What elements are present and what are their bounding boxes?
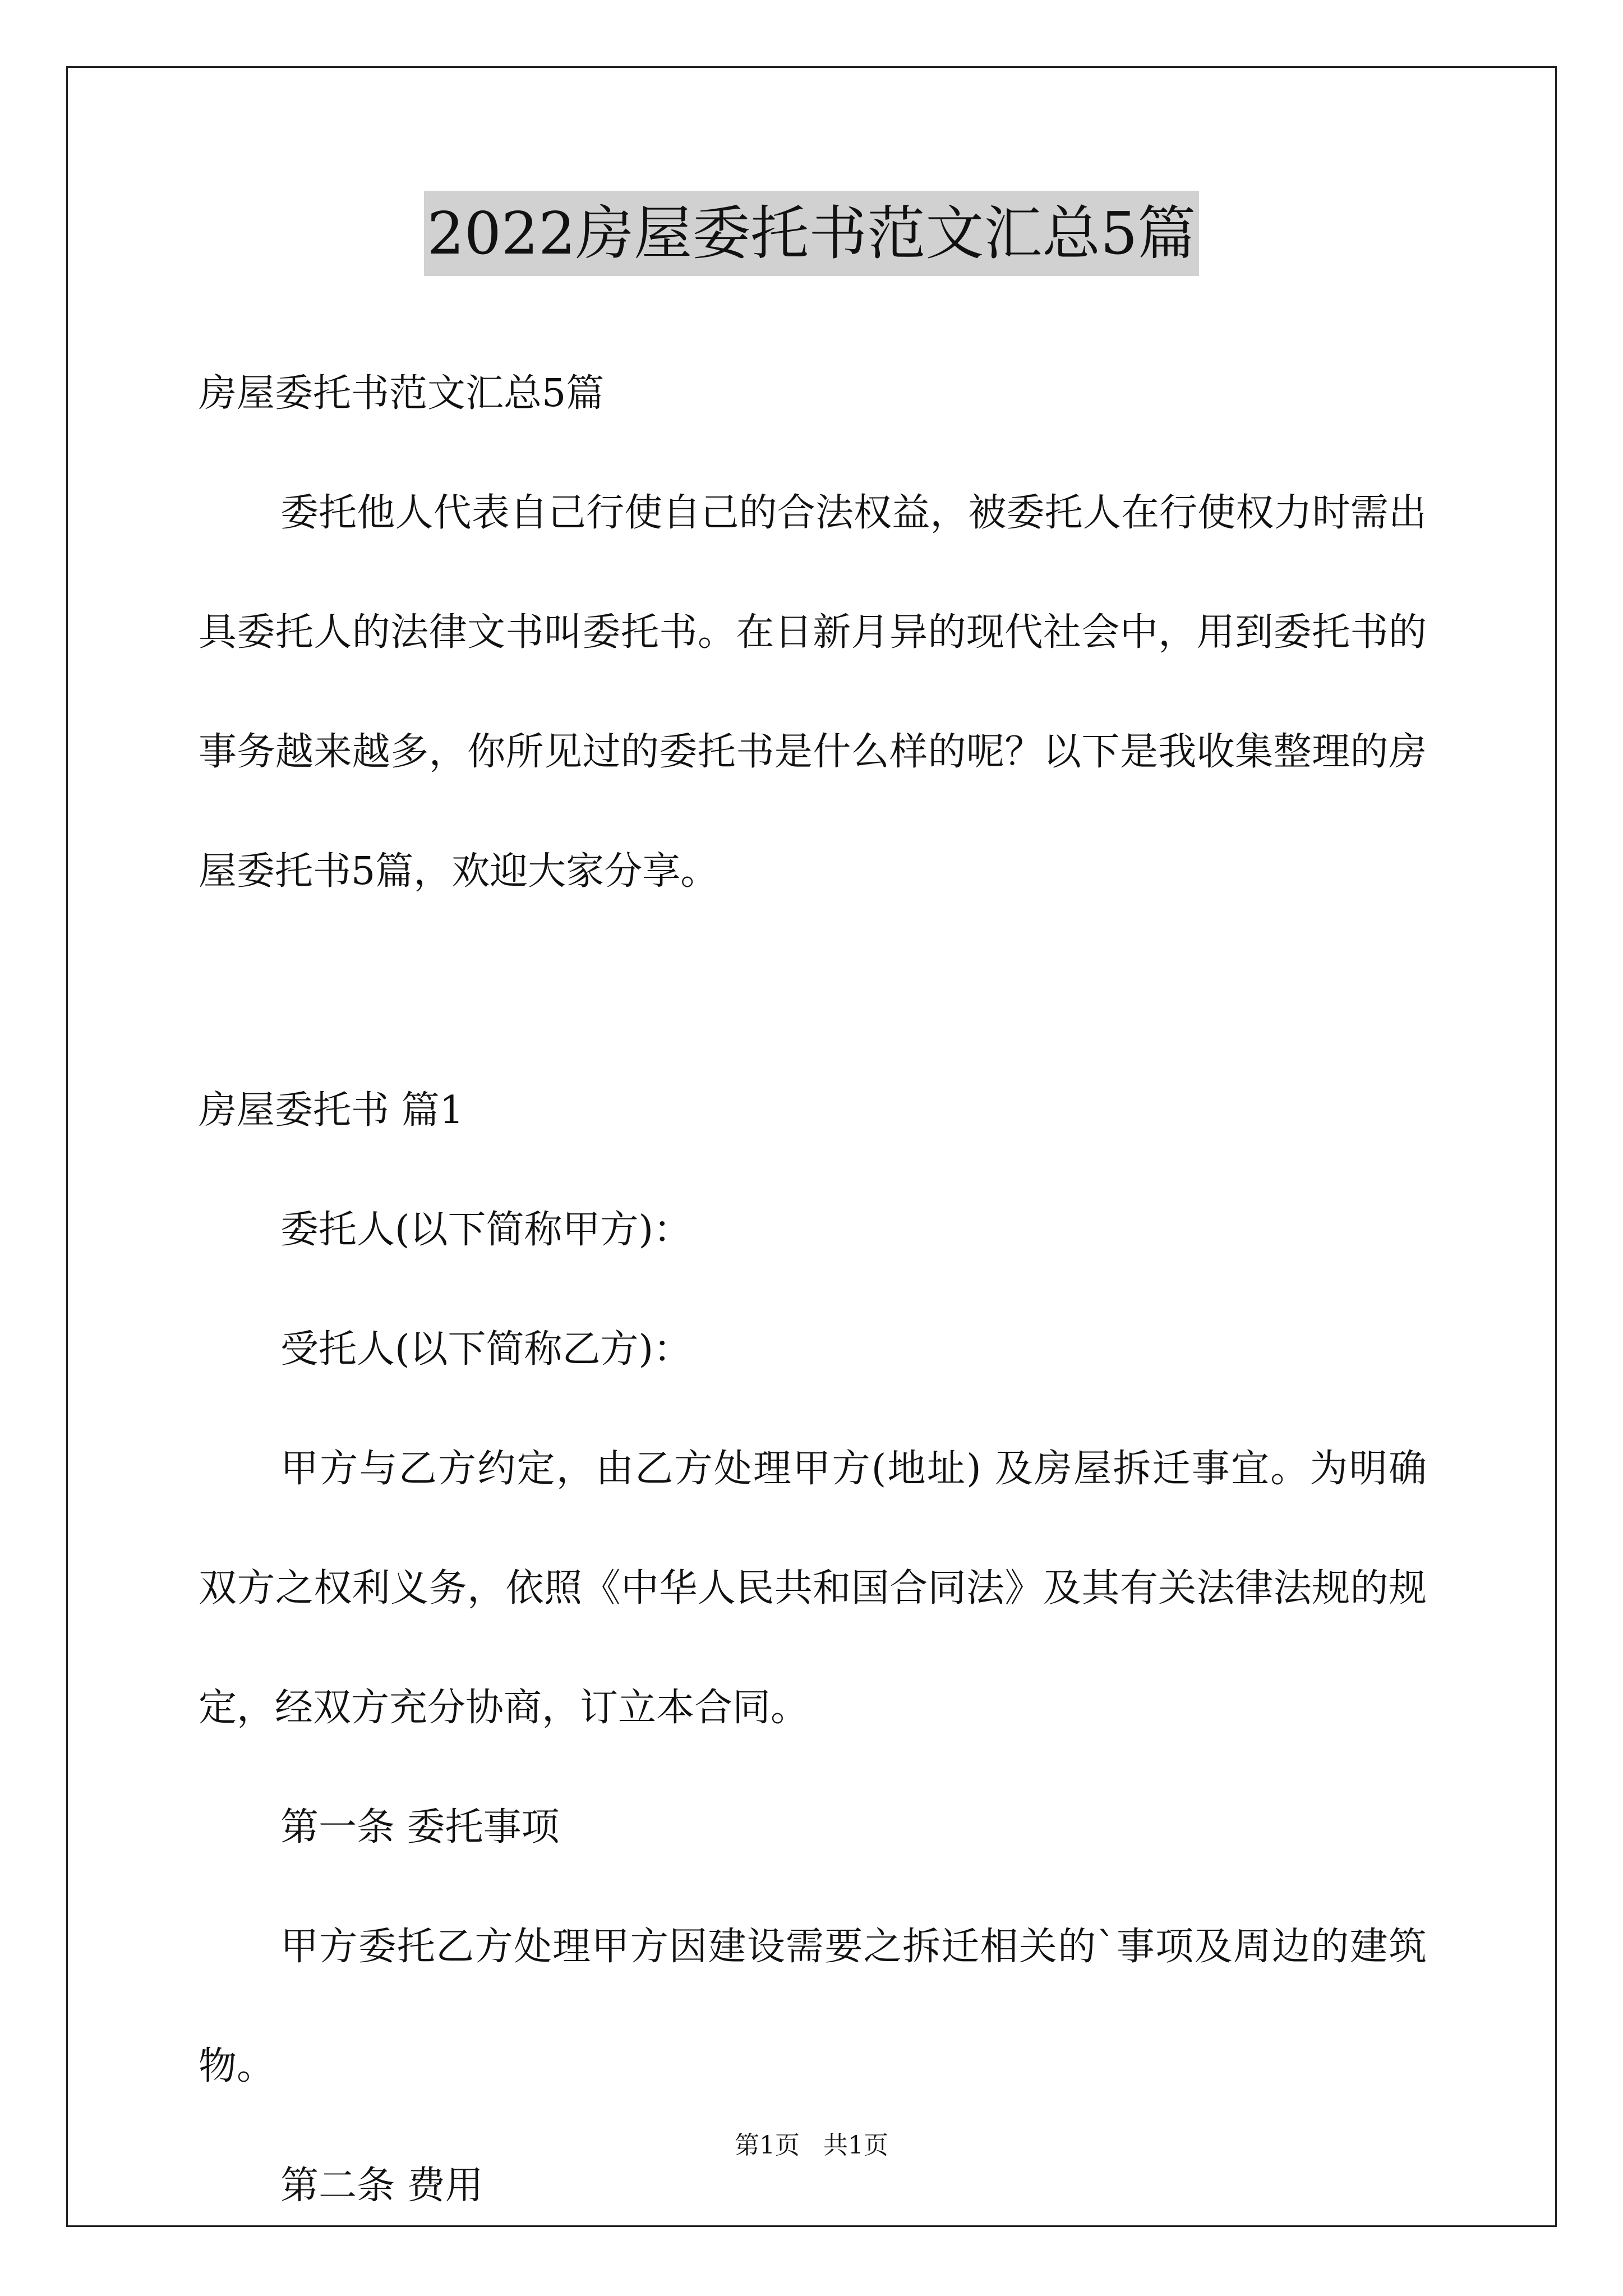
article-one-heading: 第一条 委托事项	[280, 1805, 560, 1849]
page-footer: 第1页 共1页	[735, 2131, 888, 2160]
agreement-paragraph: 甲方与乙方约定，由乙方处理甲方(地址) 及房屋拆迁事宜。为明确双方之权利义务，依照《中华人民共和国合同法》及其有关法律法规的规定，经双方充分协商，订立本合同。	[199, 1447, 1427, 1730]
article-one-text: 甲方委托乙方处理甲方因建设需要之拆迁相关的`事项及周边的建筑物。	[199, 1925, 1427, 2088]
principal-line: 委托人(以下简称甲方)：	[280, 1208, 692, 1252]
document-body	[199, 334, 1427, 2246]
section-spacer	[199, 931, 1427, 1051]
title-container	[0, 191, 1623, 276]
section-heading: 房屋委托书 篇1	[199, 1088, 464, 1133]
agent-line: 受托人(以下简称乙方)：	[280, 1327, 692, 1372]
document-subtitle: 房屋委托书范文汇总5篇	[199, 371, 605, 416]
article-two-heading: 第二条 费用	[280, 2164, 483, 2208]
intro-paragraph: 委托他人代表自己行使自己的合法权益，被委托人在行使权力时需出具委托人的法律文书叫委托书。在日新月异的现代社会中，用到委托书的事务越来越多，你所见过的委托书是什么样的呢？以下是我收集整理的房屋委托书5篇，欢迎大家分享。	[199, 491, 1427, 894]
document-title: 2022房屋委托书范文汇总5篇	[424, 191, 1200, 276]
